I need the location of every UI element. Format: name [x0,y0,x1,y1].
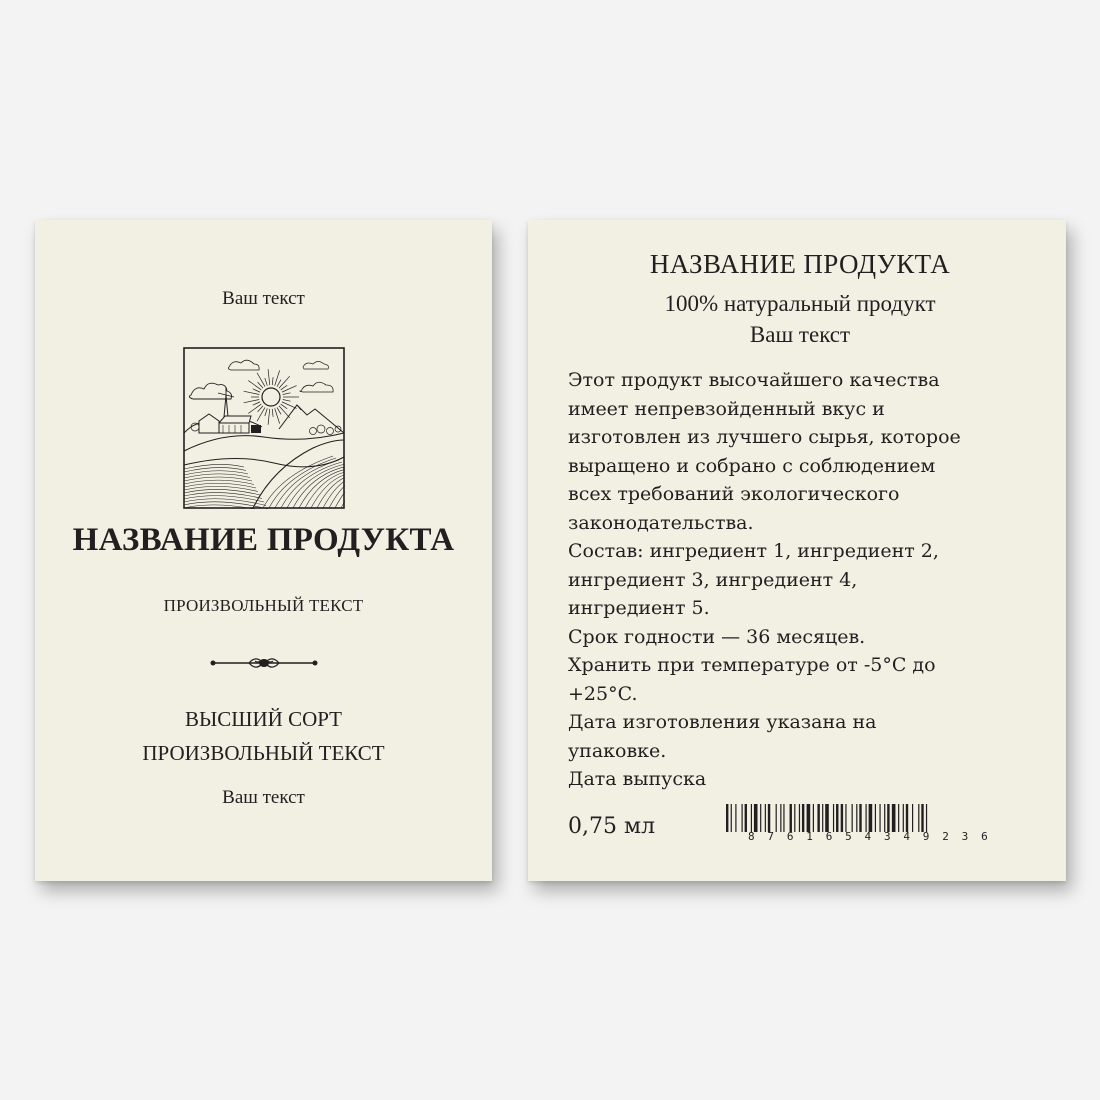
front-free-text: ПРОИЗВОЛЬНЫЙ ТЕКСТ [142,741,385,765]
description-line: выращено и собрано с соблюдением [568,454,936,477]
front-grade: ВЫСШИЙ СОРТ [184,707,343,731]
front-top-text: Ваш текст [222,288,305,309]
description-line: Этот продукт высочайшего качества [568,369,940,391]
front-bottom-text: Ваш текст [222,787,305,808]
back-description [568,366,1048,765]
description-line: ингредиент 3, ингредиент 4, [568,568,858,591]
description-line: изготовлен из лучшего сырья, которое [568,426,961,448]
description-line: Дата изготовления указана на [568,711,877,733]
barcode-number: 8761654349236 [748,830,1001,843]
description-line: +25°C. [568,682,638,705]
description-line: ингредиент 5. [568,597,710,619]
description-line: Состав: ингредиент 1, ингредиент 2, [568,540,939,562]
front-subtitle: ПРОИЗВОЛЬНЫЙ ТЕКСТ [163,596,364,615]
front-product-title: НАЗВАНИЕ ПРОДУКТА [72,522,455,558]
description-line: имеет непревзойденный вкус и [568,397,885,420]
volume-value: 0,75 мл [568,814,656,839]
description-line: Хранить при температуре от -5°C до [568,654,936,676]
description-line: законодательства. [568,511,754,534]
back-label [528,220,1066,881]
flourish-divider-icon [209,655,319,671]
farm-landscape-engraving-icon [183,347,345,509]
release-date-label: Дата выпуска [568,768,707,790]
description-line: упаковке. [568,739,667,762]
front-label [35,220,492,881]
description-line: всех требований экологического [568,483,900,505]
description-line: Срок годности — 36 месяцев. [568,625,866,648]
back-text: Ваш текст [749,322,851,347]
back-subtitle: 100% натуральный продукт [664,291,936,316]
back-product-title: НАЗВАНИЕ ПРОДУКТА [649,249,951,279]
barcode-icon [726,804,1038,832]
